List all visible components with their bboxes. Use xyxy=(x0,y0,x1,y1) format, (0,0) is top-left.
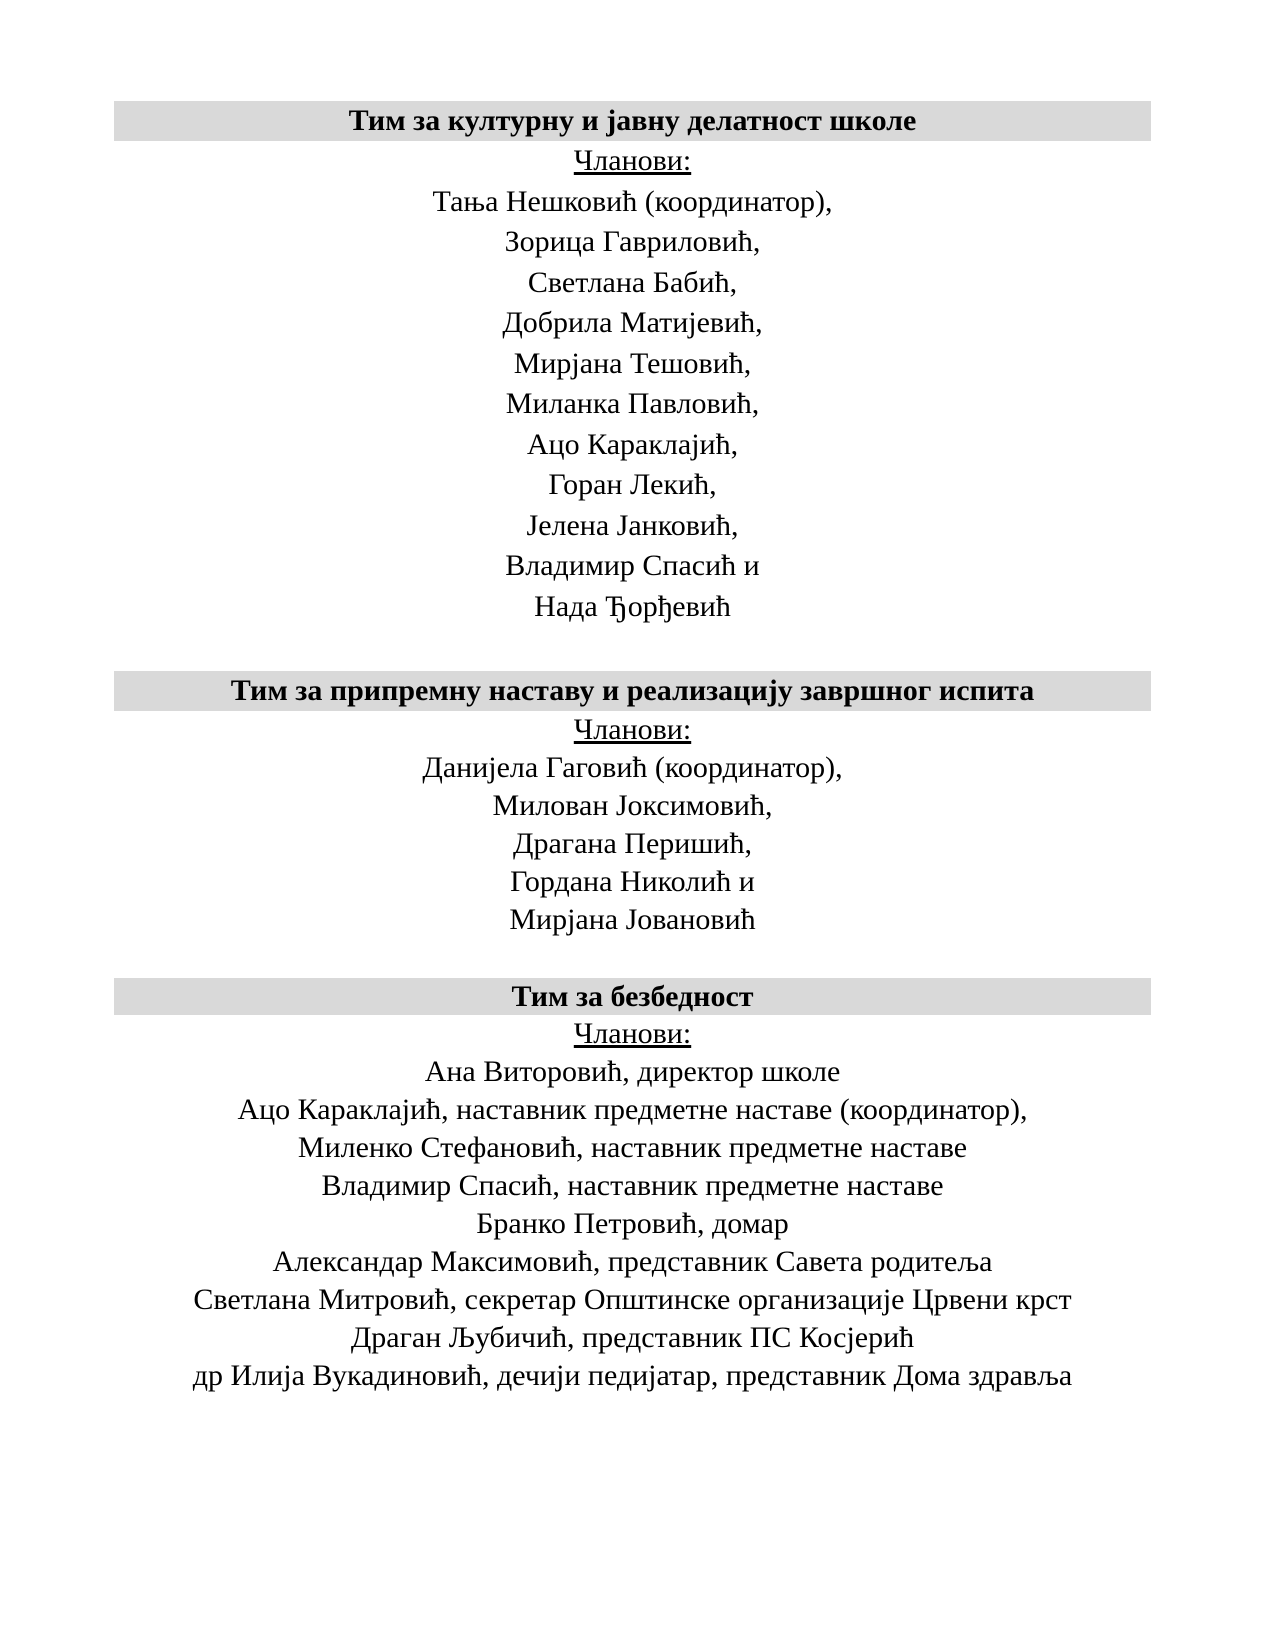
member-line: Гордана Николић и xyxy=(510,865,755,898)
members-label: Чланови: xyxy=(573,1017,692,1050)
member-line: Милован Јоксимовић, xyxy=(492,789,773,822)
member-line: Тања Нешковић (координатор), xyxy=(432,184,833,218)
member-line: Добрила Матијевић, xyxy=(502,306,763,339)
member-line: Зорица Гавриловић, xyxy=(504,225,761,258)
section-safety-team xyxy=(114,978,1151,1395)
member-line: Владимир Спасић и xyxy=(505,549,760,582)
section-cultural-team xyxy=(114,101,1151,627)
section-title: Тим за безбедност xyxy=(114,978,1151,1015)
member-line: Миленко Стефановић, наставник предметне наставе xyxy=(297,1131,968,1164)
section-title: Тим за припремну наставу и реализацију завршног испита xyxy=(114,671,1151,711)
member-line: Бранко Петровић, домар xyxy=(476,1207,789,1240)
member-line: Драган Љубичић, представник ПС Косјерић xyxy=(350,1321,915,1354)
section-title: Тим за културну и јавну делатност школе xyxy=(114,101,1151,141)
member-line: Драгана Перишић, xyxy=(513,827,752,860)
member-line: Ацо Караклајић, xyxy=(526,427,739,461)
member-line: Мирјана Јовановић xyxy=(509,903,756,936)
members-label: Чланови: xyxy=(573,713,692,746)
member-line: Мирјана Тешовић, xyxy=(513,346,752,380)
member-line: Владимир Спасић, наставник предметне наставе xyxy=(321,1169,944,1202)
member-line: Јелена Јанковић, xyxy=(526,508,739,542)
member-line: Миланка Павловић, xyxy=(505,387,760,420)
member-line: Ацо Караклајић, наставник предметне наставе (координатор), xyxy=(237,1093,1028,1126)
section-exam-prep-team xyxy=(114,671,1151,939)
member-line: Данијела Гаговић (координатор), xyxy=(422,751,843,784)
member-line: Нада Ђорђевић xyxy=(534,589,731,623)
member-line: Светлана Бабић, xyxy=(527,265,738,299)
member-line: Светлана Митровић, секретар Општинске организације Црвени крст xyxy=(193,1283,1072,1316)
member-line: др Илија Вукадиновић, дечији педијатар, представник Дома здравља xyxy=(192,1359,1073,1392)
member-line: Ана Виторовић, директор школе xyxy=(424,1055,841,1088)
members-label: Чланови: xyxy=(573,144,692,177)
member-line: Горан Лекић, xyxy=(548,468,717,501)
member-line: Александар Максимовић, представник Савета родитеља xyxy=(272,1245,993,1278)
